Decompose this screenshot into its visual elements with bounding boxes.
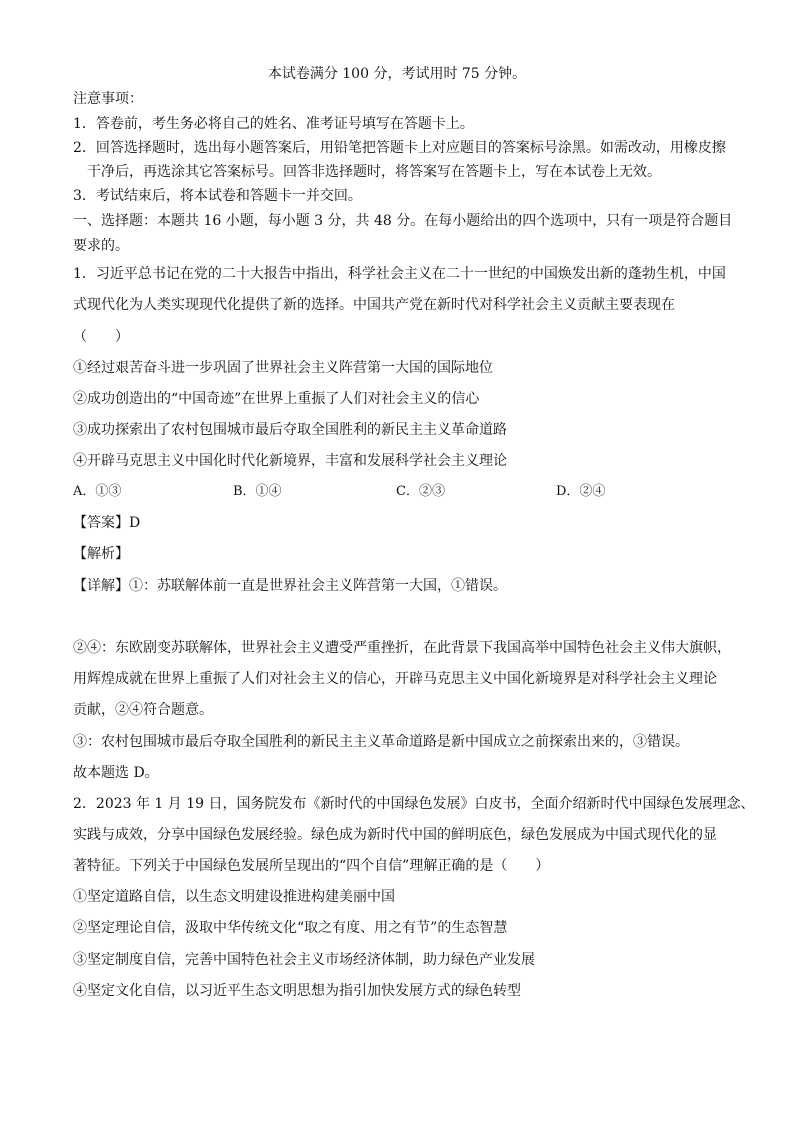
statement-item: ③成功探索出了农村包围城市最后夺取全国胜利的新民主主义革命道路	[73, 422, 507, 438]
question-bracket: （ ）	[73, 329, 129, 345]
section-heading-cont: 要求的。	[73, 238, 129, 254]
statement-item: ②成功创造出的“中国奇迹”在世界上重振了人们对社会主义的信心	[73, 391, 480, 407]
detail-line: ③：农村包围城市最后夺取全国胜利的新民主主义革命道路是新中国成立之前探索出来的，③错误。	[73, 734, 689, 750]
question-stem: 著特征。下列关于中国绿色发展所呈现出的“四个自信”理解正确的是（ ）	[73, 858, 550, 874]
analysis-label: 【解析】	[73, 546, 129, 562]
note-item: 3．考试结束后，将本试卷和答题卡一并交回。	[73, 188, 362, 204]
note-item: 2．回答选择题时，选出每小题答案后，用铅笔把答题卡上对应题目的答案标号涂黑。如需改动，用橡皮擦	[73, 140, 726, 156]
statement-item: ④坚定文化自信，以习近平生态文明思想为指引加快发展方式的绿色转型	[73, 983, 521, 999]
statement-item: ①坚定道路自信，以生态文明建设推进构建美丽中国	[73, 889, 395, 905]
notes-title: 注意事项：	[73, 91, 143, 107]
detail-line: 【详解】①：苏联解体前一直是世界社会主义阵营第一大国，①错误。	[73, 578, 507, 594]
question-stem: 2．2023 年 1 月 19 日，国务院发布《新时代的中国绿色发展》白皮书，全面介绍新时代中国绿色发展理念、	[73, 796, 755, 812]
option-c: C．②③	[396, 484, 445, 499]
conclusion-line: 故本题选 D。	[73, 765, 159, 781]
question-stem: 式现代化为人类实现现代化提供了新的选择。中国共产党在新时代对科学社会主义贡献主要表现在	[73, 297, 675, 313]
detail-line: ②④：东欧剧变苏联解体，世界社会主义遭受严重挫折，在此背景下我国高举中国特色社会主义伟大旗帜，	[73, 640, 731, 656]
section-heading: 一、选择题：本题共 16 小题，每小题 3 分，共 48 分。在每小题给出的四个选项中，只有一项是符合题目	[73, 213, 733, 229]
statement-item: ④开辟马克思主义中国化时代化新境界，丰富和发展科学社会主义理论	[73, 453, 507, 469]
option-a: A．①③	[73, 484, 122, 499]
statement-item: ①经过艰苦奋斗进一步巩固了世界社会主义阵营第一大国的国际地位	[73, 360, 493, 376]
option-d: D．②④	[556, 484, 606, 499]
question-stem: 1．习近平总书记在党的二十大报告中指出，科学社会主义在二十一世纪的中国焕发出新的蓬勃生机，中国	[73, 266, 726, 282]
statement-item: ②坚定理论自信，汲取中华传统文化“取之有度、用之有节”的生态智慧	[73, 920, 508, 936]
detail-line: 用辉煌成就在世界上重振了人们对社会主义的信心，开辟马克思主义中国化新境界是对科学社会主义理论	[73, 671, 717, 687]
detail-line: 贡献，②④符合题意。	[73, 702, 213, 718]
option-b: B．①④	[233, 484, 282, 499]
statement-item: ③坚定制度自信，完善中国特色社会主义市场经济体制，助力绿色产业发展	[73, 952, 535, 968]
answer-label: 【答案】D	[73, 515, 141, 531]
note-item: 1．答卷前，考生务必将自己的姓名、准考证号填写在答题卡上。	[73, 116, 474, 132]
note-item: 干净后，再选涂其它答案标号。回答非选择题时，将答案写在答题卡上，写在本试卷上无效。	[87, 164, 661, 180]
exam-info: 本试卷满分 100 分，考试用时 75 分钟。	[267, 66, 527, 82]
question-stem: 实践与成效，分享中国绿色发展经验。绿色成为新时代中国的鲜明底色，绿色发展成为中国式现代化的显	[73, 827, 717, 843]
